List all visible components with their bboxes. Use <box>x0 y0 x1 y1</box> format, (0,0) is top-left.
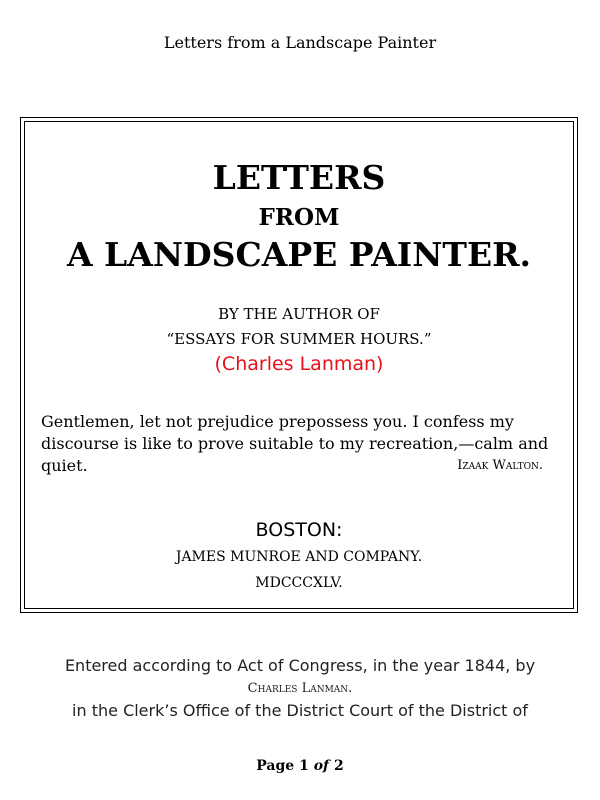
copyright-line-1: Entered according to Act of Congress, in the year 1844, by <box>64 656 536 675</box>
title-page-frame <box>20 117 578 613</box>
page-label: Page <box>256 758 295 774</box>
author-name-note: (Charles Lanman) <box>214 353 384 375</box>
copyright-holder: Charles Lanman. <box>247 681 353 696</box>
title-line-letters: LETTERS <box>212 158 386 197</box>
title-line-from: FROM <box>258 204 340 231</box>
byline-author-of: BY THE AUTHOR OF <box>218 305 380 323</box>
publication-city: BOSTON: <box>255 519 343 541</box>
title-page-inner-frame <box>24 121 574 609</box>
title-line-landscape-painter: A LANDSCAPE PAINTER. <box>66 235 532 274</box>
page-of: of <box>313 758 330 774</box>
copyright-line-3: in the Clerk’s Office of the District Court of the District of <box>72 701 528 720</box>
epigraph-author: Izaak Walton. <box>457 458 543 473</box>
byline-essays-title: “ESSAYS FOR SUMMER HOURS.” <box>166 330 432 348</box>
epigraph-text: Gentlemen, let not prejudice prepossess you. I confess my discourse is like to prove suitable to my recreation,—calm and quiet. <box>41 412 549 475</box>
page-current: 1 <box>299 758 309 774</box>
page-indicator <box>0 756 600 776</box>
page-total: 2 <box>333 758 344 774</box>
running-title: Letters from a Landscape Painter <box>163 33 437 52</box>
publication-year: MDCCCXLV. <box>255 575 343 591</box>
publisher-name: JAMES MUNROE AND COMPANY. <box>175 549 423 565</box>
